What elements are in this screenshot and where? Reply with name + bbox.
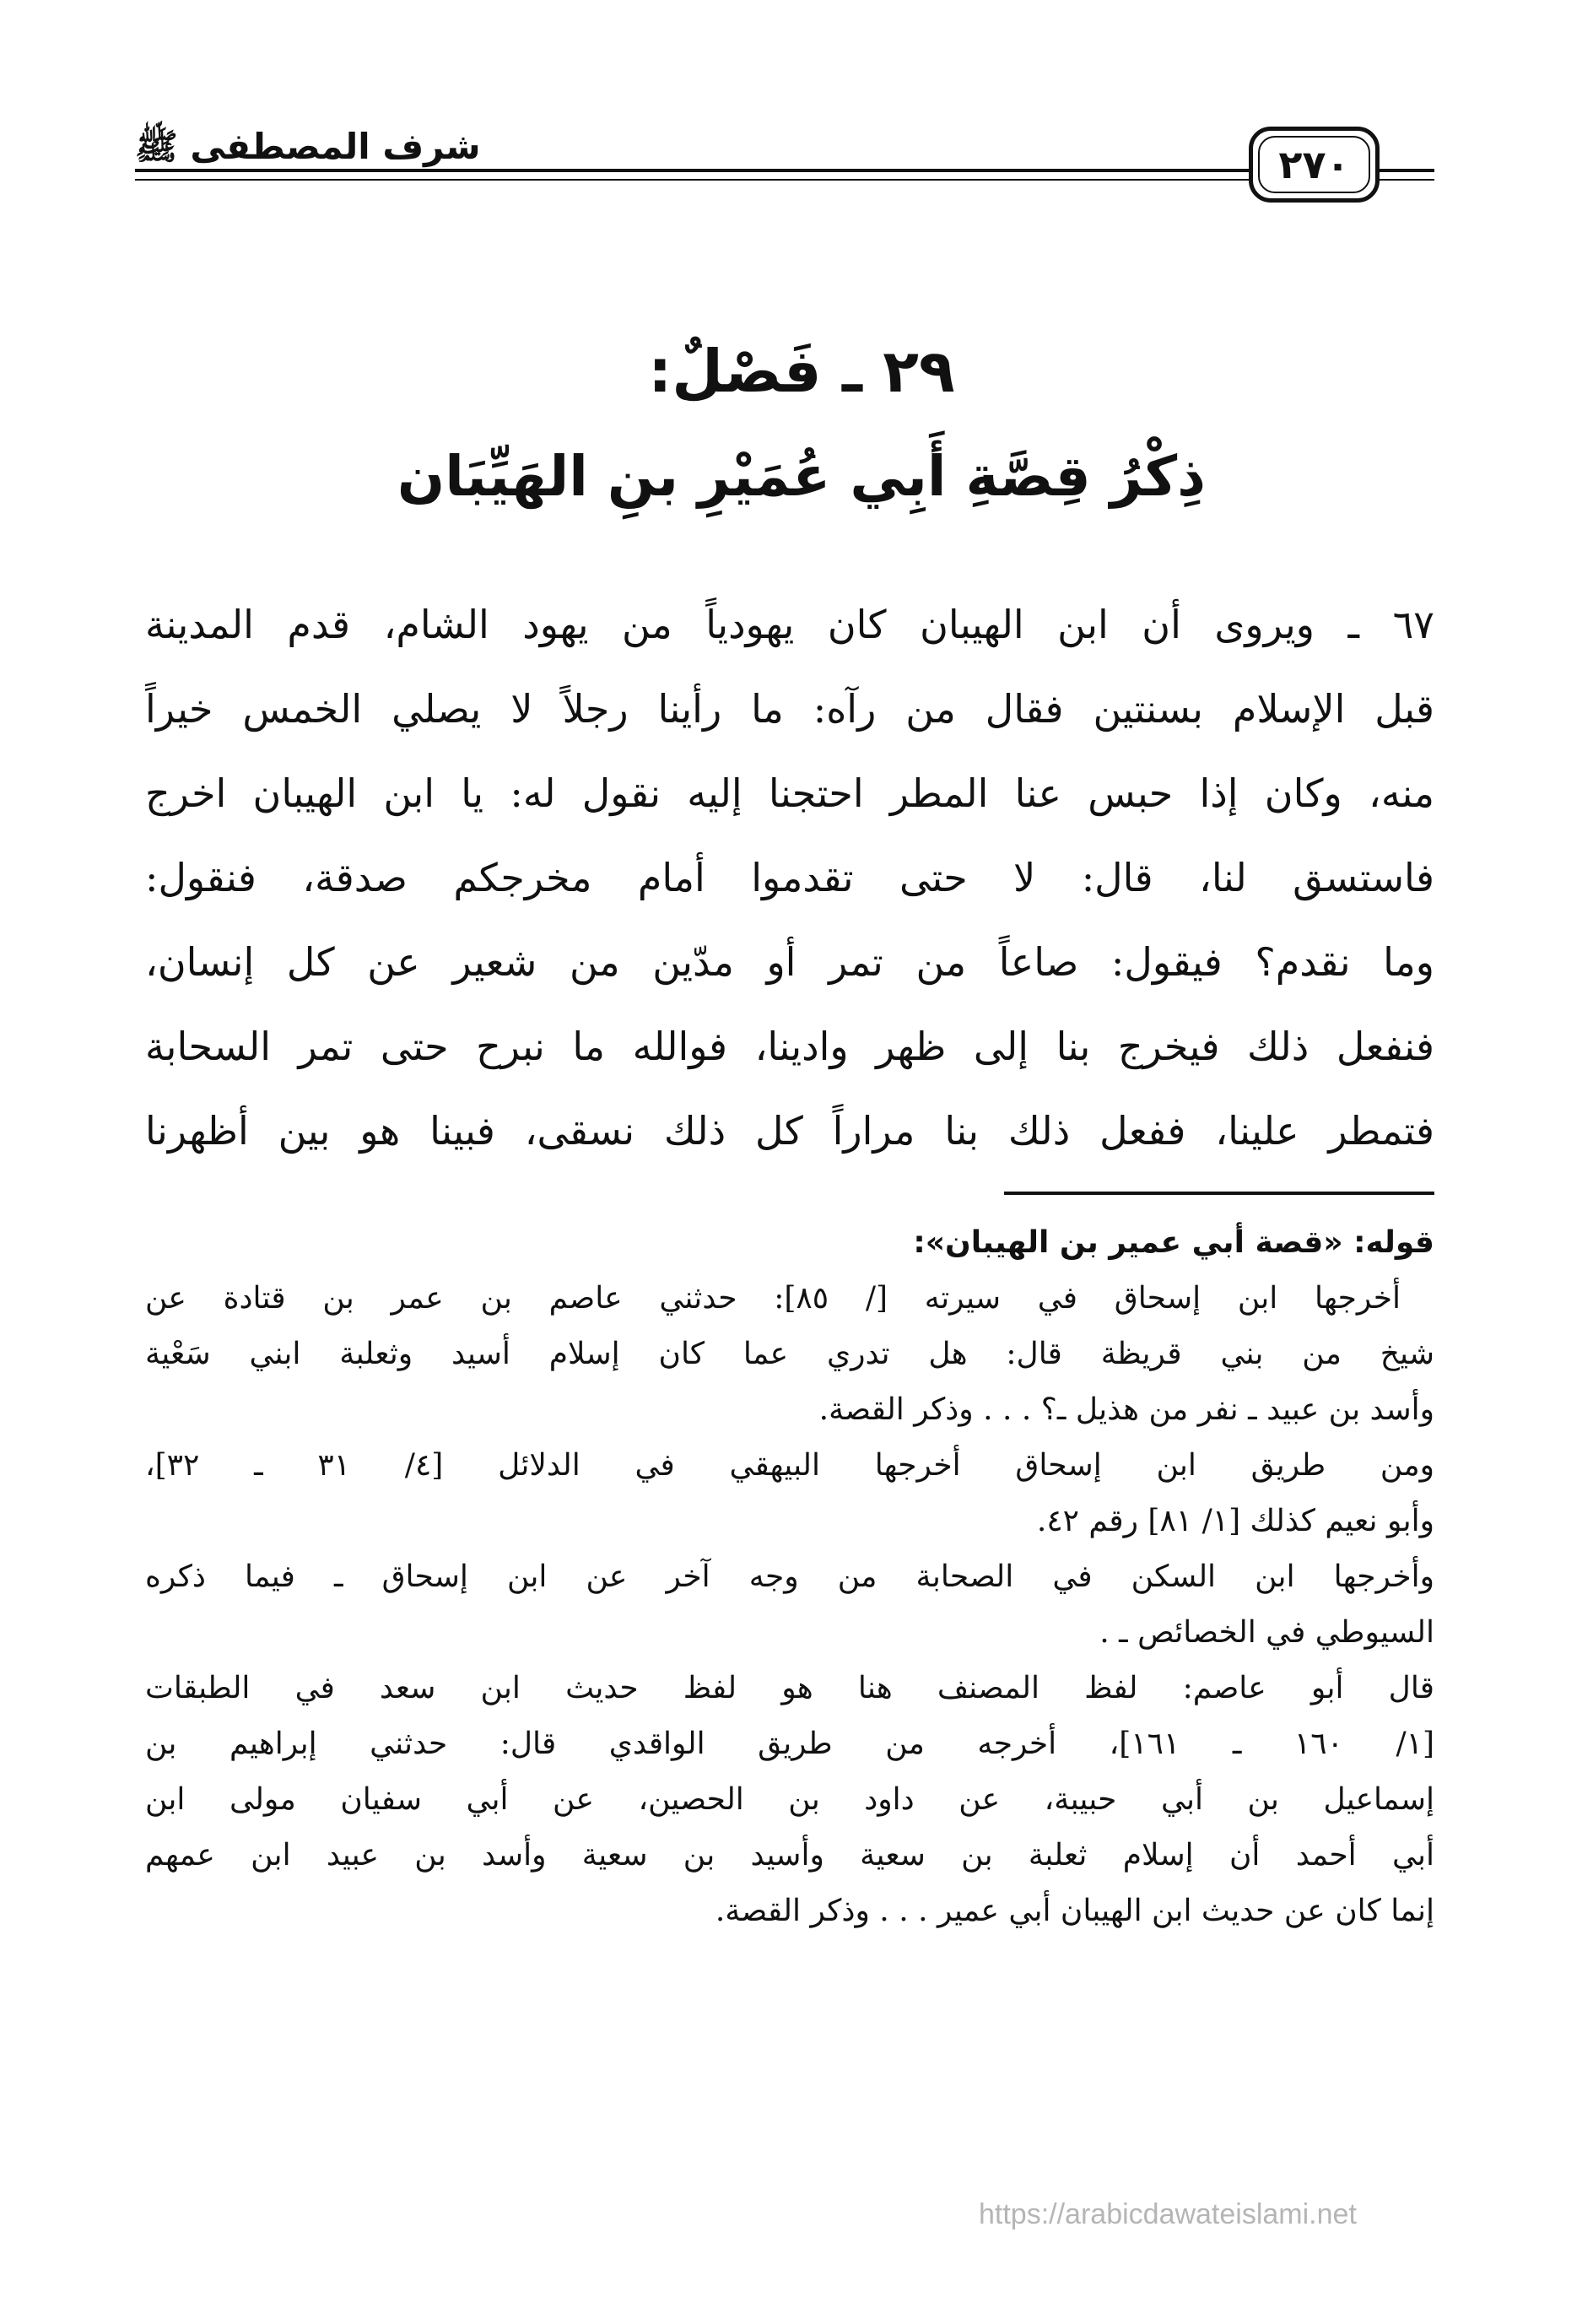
main-text-line: وما نقدم؟ فيقول: صاعاً من تمر أو مدّين من شعير عن كل إنسان، [145, 939, 1434, 985]
footnote-line: أخرجها ابن إسحاق في سيرته [/ ٨٥]: حدثني عاصم بن عمر بن قتادة عن [145, 1281, 1401, 1316]
footnote-line: [١/ ١٦٠ ـ ١٦١]، أخرجه من طريق الواقدي قال: حدثني إبراهيم بن [145, 1727, 1434, 1761]
main-text [145, 582, 1434, 1173]
footnote-line: إنما كان عن حديث ابن الهيبان أبي عمير . . . وذكر القصة. [715, 1894, 1434, 1928]
footnote-label: قوله: «قصة أبي عمير بن الهيبان»: [913, 1225, 1434, 1260]
page-number-frame [1249, 127, 1380, 203]
footnote-line: قال أبو عاصم: لفظ المصنف هنا هو لفظ حديث ابن سعد في الطبقات [145, 1671, 1434, 1705]
main-text-line: منه، وكان إذا حبس عنا المطر احتجنا إليه نقول له: يا ابن الهيبان اخرج [145, 770, 1434, 816]
main-text-line: قبل الإسلام بسنتين فقال من رآه: ما رأينا رجلاً لا يصلي الخمس خيراً [145, 686, 1434, 732]
footnote-line: إسماعيل بن أبي حبيبة، عن داود بن الحصين، عن أبي سفيان مولى ابن [145, 1782, 1434, 1817]
footnote-line: شيخ من بني قريظة قال: هل تدري عما كان إسلام أسيد وثعلبة ابني سَعْية [145, 1337, 1434, 1371]
footnote-separator [1004, 1192, 1434, 1195]
main-text-line: فتمطر علينا، ففعل ذلك بنا مراراً كل ذلك نسقى، فبينا هو بين أظهرنا [145, 1108, 1434, 1154]
footnote-line: أبي أحمد أن إسلام ثعلبة بن سعية وأسيد بن سعية وأسد بن عبيد ابن عمهم [145, 1838, 1434, 1873]
footnote-line: السيوطي في الخصائص ـ . [1099, 1615, 1434, 1650]
page-number: ٢٧٠ [1278, 142, 1350, 187]
header-rule [1380, 169, 1434, 172]
footnote-line: وأبو نعيم كذلك [١/ ٨١] رقم ٤٢. [1036, 1504, 1434, 1538]
main-text-line: فنفعل ذلك فيخرج بنا إلى ظهر وادينا، فوالله ما نبرح حتى تمر السحابة [145, 1024, 1434, 1069]
chapter-heading: ٢٩ ـ فَصْلٌ: [648, 337, 955, 406]
header-rule [135, 179, 1249, 181]
footnote-line: وأخرجها ابن السكن في الصحابة من وجه آخر عن ابن إسحاق ـ فيما ذكره [145, 1559, 1434, 1594]
page-header [135, 118, 1434, 211]
chapter-subheading: ذِكْرُ قِصَّةِ أَبِي عُمَيْرِ بنِ الهَيِّبَان [397, 444, 1207, 509]
header-rule [1380, 179, 1434, 181]
footnotes [145, 1215, 1434, 1939]
book-title: شرف المصطفى ﷺ [135, 126, 481, 167]
footnote-label-line [145, 1215, 1434, 1271]
main-text-line: فاستسق لنا، قال: لا حتى تقدموا أمام مخرجكم صدقة، فنقول: [145, 855, 1434, 900]
footnote-line: ومن طريق ابن إسحاق أخرجها البيهقي في الدلائل [٤/ ٣١ ـ ٣٢]، [145, 1448, 1434, 1483]
footnote-line: وأسد بن عبيد ـ نفر من هذيل ـ؟ . . . وذكر القصة. [818, 1392, 1434, 1427]
watermark-url: https://arabicdawateislami.net [979, 2198, 1357, 2230]
main-text-line: ٦٧ ـ ويروى أن ابن الهيبان كان يهودياً من يهود الشام، قدم المدينة [145, 602, 1434, 647]
header-rule [135, 169, 1249, 172]
